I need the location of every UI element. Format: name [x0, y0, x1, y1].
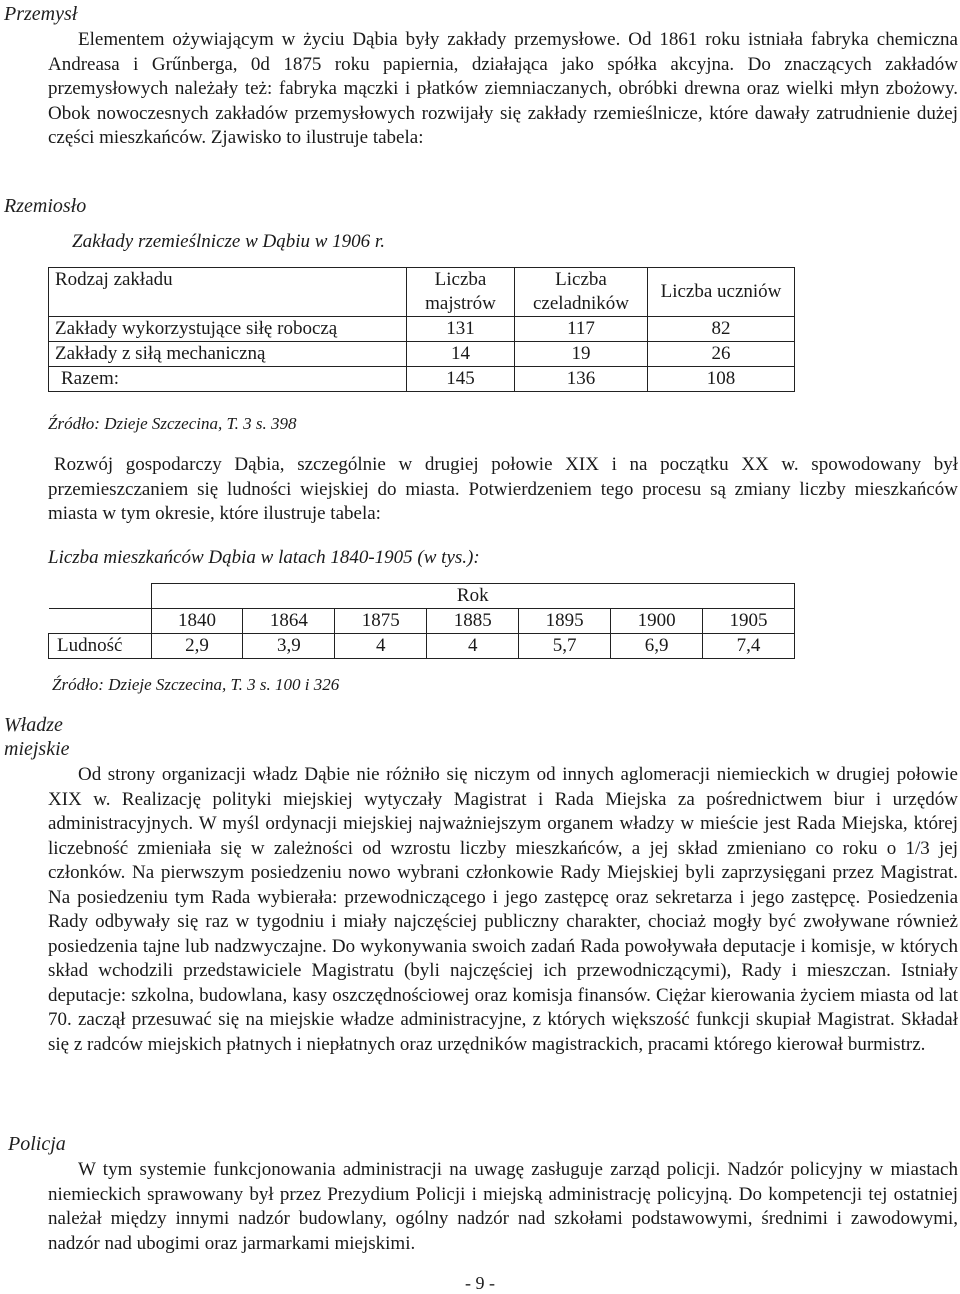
table-header-row [49, 268, 795, 317]
table-row [49, 342, 795, 367]
table-row [49, 367, 795, 392]
population-table-caption: Liczba mieszkańców Dąbia w latach 1840-1905 (w tys.): [48, 547, 480, 568]
crafts-table-caption: Zakłady rzemieślnicze w Dąbiu w 1906 r. [72, 231, 385, 252]
table-cell: 6,9 [611, 634, 703, 659]
table-cell: 14 [407, 342, 515, 367]
margin-label-police: Policja [8, 1133, 66, 1155]
table-cell: 2,9 [151, 634, 243, 659]
header-cell: 1875 [335, 609, 427, 634]
table-cell: 145 [407, 367, 515, 392]
table-header-row [49, 609, 795, 634]
table-cell: 4 [335, 634, 427, 659]
population-table-source: Źródło: Dzieje Szczecina, T. 3 s. 100 i 326 [52, 675, 340, 694]
population-table [48, 583, 795, 659]
header-cell: Liczba uczniów [648, 268, 795, 317]
header-cell: 1840 [151, 609, 243, 634]
header-cell: Rok [151, 584, 795, 609]
table-cell: 108 [648, 367, 795, 392]
table-cell: 136 [515, 367, 648, 392]
header-cell: 1900 [611, 609, 703, 634]
header-cell: Liczba czeladników [515, 268, 648, 317]
margin-label-crafts: Rzemiosło [4, 195, 87, 217]
table-row [49, 317, 795, 342]
table-cell: Zakłady wykorzystujące siłę roboczą [49, 317, 407, 342]
table-cell: 131 [407, 317, 515, 342]
margin-label-industry: Przemysł [4, 3, 78, 25]
table-cell: 7,4 [703, 634, 795, 659]
crafts-table-source: Źródło: Dzieje Szczecina, T. 3 s. 398 [48, 414, 297, 433]
margin-label-authorities: Władze miejskie [4, 714, 70, 760]
table-header-row [49, 584, 795, 609]
table-cell: 26 [648, 342, 795, 367]
table-cell: 117 [515, 317, 648, 342]
header-cell: Rodzaj zakładu [49, 268, 407, 317]
page-number: - 9 - [465, 1273, 495, 1293]
table-cell: 5,7 [519, 634, 611, 659]
table-cell: 3,9 [243, 634, 335, 659]
table-row [49, 634, 795, 659]
header-cell: 1905 [703, 609, 795, 634]
paragraph-authorities: Od strony organizacji władz Dąbie nie różniło się niczym od innych aglomeracji niemieckich w drugiej połowie XIX w. Realizację polityki miejskiej wytyczały Magistrat i Rada Miejska za pośrednictwem biur i urzędów administracyjnych. W myśl ordynacji miejskiej najważniejszym organem władzy w mieście jest Rada Miejska, której liczebność zmieniała się w zależności od wzrostu liczby mieszkańców, a jej skład zmieniano co roku o 1/3 jej członków. Na pierwszym posiedzeniu nowo wybrani członkowie Rady Miejskiej byli zaprzysięgani przez Magistrat. Na posiedzeniu tym Rada wybierała: przewodniczącego i jego zastępcę oraz sekretarza i jego zastępcę. Posiedzenia Rady odbywały się raz w tygodniu i miały najczęściej publiczny charakter, chociaż mogły być zwoływane również posiedzenia tajne lub nadzwyczajne. Do wykonywania swoich zadań Rada powoływała deputacje i komisje, w których skład wchodzili przedstawiciele Magistratu (byli najczęściej ich przewodniczącymi), Rady i mieszczan. Istniały deputacje: szkolna, budowlana, kasy oszczędnościowej oraz komisja finansów. Ciężar kierowania życiem miasta od lat 70. zaczął przesuwać się na miejskie władze administracyjne, z których większość funkcji skupiał Magistrat. Składał się z radców miejskich płatnych i niepłatnych oraz urzędników magistrackich, pracami którego kierował burmistrz. [48, 764, 958, 1055]
paragraph-industry: Elementem ożywiającym w życiu Dąbia były zakłady przemysłowe. Od 1861 roku istniała fabryka chemiczna Andreasa i Grűnberga, 0d 1875 roku papiernia, działająca jako spółka akcyjna. Do znaczących zakładów przemysłowych należały też: fabryka mączki i płatków ziemniaczanych, obróbki drewna oraz wielki młyn zbożowy. Obok nowoczesnych zakładów przemysłowych rozwijały się zakłady rzemieślnicze, które dawały zatrudnienie dużej części mieszkańców. Zjawisko to ilustruje tabela: [48, 29, 958, 148]
table-cell: 19 [515, 342, 648, 367]
paragraph-police: W tym systemie funkcjonowania administracji na uwagę zasługuje zarząd policji. Nadzór policyjny w miastach niemieckich sprawowany był przez Prezydium Policji i miejską administrację policyjną. Do kompetencji tej ostatniej należał między innymi nadzór budowlany, ogólny nadzór nad szkołami podstawowymi, średnimi i zawodowymi, nadzór nad ubogimi oraz jarmarkami miejskimi. [48, 1159, 958, 1254]
table-cell: Razem: [49, 367, 407, 392]
header-cell: 1864 [243, 609, 335, 634]
crafts-table [48, 267, 795, 392]
paragraph-population: Rozwój gospodarczy Dąbia, szczególnie w drugiej połowie XIX i na początku XX w. spowodowany był przemieszczaniem się ludności wiejskiej do miasta. Potwierdzeniem tego procesu są zmiany liczby mieszkańców miasta w tym okresie, które ilustruje tabela: [48, 454, 958, 524]
table-cell: 4 [427, 634, 519, 659]
table-cell: Ludność [49, 634, 152, 659]
header-cell: 1895 [519, 609, 611, 634]
table-cell: 82 [648, 317, 795, 342]
header-cell: Liczba majstrów [407, 268, 515, 317]
table-cell: Zakłady z siłą mechaniczną [49, 342, 407, 367]
header-cell: 1885 [427, 609, 519, 634]
